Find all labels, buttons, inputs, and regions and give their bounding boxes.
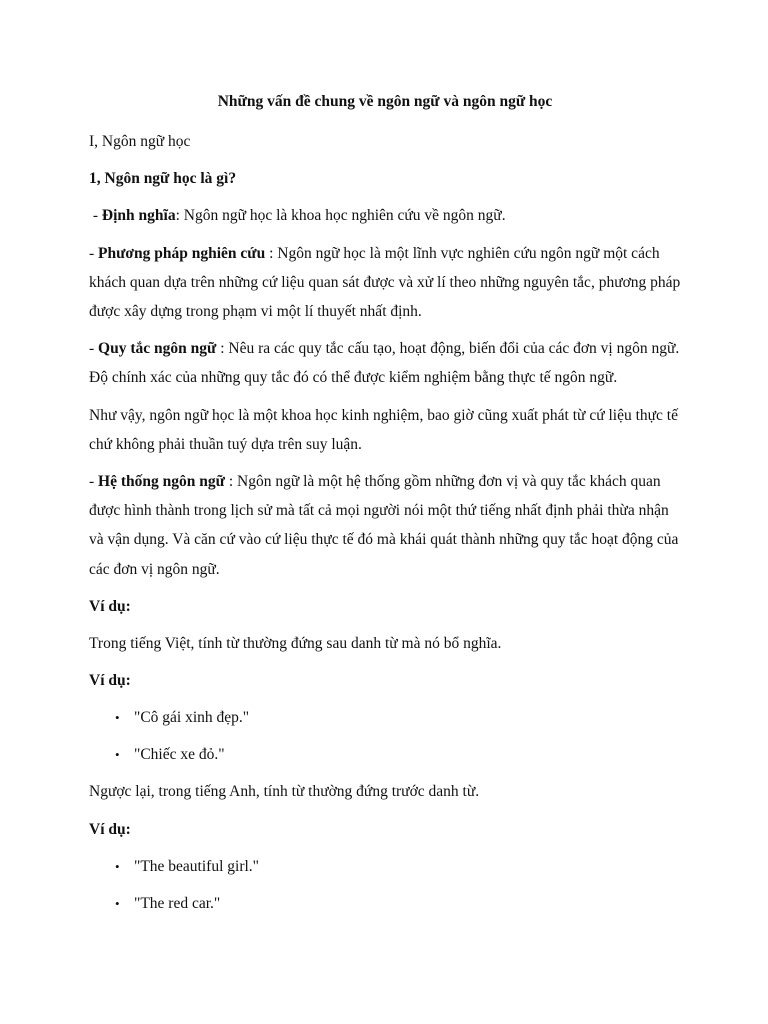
example-label xyxy=(89,666,681,695)
definition-prefix: - xyxy=(89,207,102,225)
bullet-icon: • xyxy=(115,858,120,874)
list-item-text: "Cô gái xinh đẹp." xyxy=(134,709,250,727)
definition-paragraph xyxy=(89,201,681,230)
method-text: : Ngôn ngữ học là một lĩnh vực nghiên cứu ngôn ngữ một cách khách quan dựa trên những cứ liệu quan sát được và xử lí theo những nguyên tắc, phương pháp được xây dựng trong phạm vi một lí thuyết nhất định. xyxy=(89,244,681,321)
subheading-text: 1, Ngôn ngữ học là gì? xyxy=(89,170,237,188)
list-item-text: "The red car." xyxy=(134,894,221,912)
method-paragraph xyxy=(89,239,681,327)
system-term: Hệ thống ngôn ngữ xyxy=(98,473,225,491)
list-item xyxy=(115,889,681,918)
rules-text: : Nêu ra các quy tắc cấu tạo, hoạt động, biến đổi của các đơn vị ngôn ngữ. Độ chính xác của những quy tắc đó có thể được kiểm nghiệm bằng thực tế ngôn ngữ. xyxy=(89,340,680,387)
list-item-text: "The beautiful girl." xyxy=(134,857,259,875)
rules-term: Quy tắc ngôn ngữ xyxy=(98,340,217,358)
bullet-icon: • xyxy=(115,895,120,911)
english-rule: Ngược lại, trong tiếng Anh, tính từ thường đứng trước danh từ. xyxy=(89,783,480,801)
document-title: Những vấn đề chung về ngôn ngữ và ngôn ngữ học xyxy=(217,93,553,110)
summary-paragraph: Như vậy, ngôn ngữ học là một khoa học kinh nghiệm, bao giờ cũng xuất phát từ cứ liệu thực tế chứ không phải thuần tuý dựa trên suy luận. xyxy=(89,406,678,453)
definition-term: Định nghĩa xyxy=(101,207,176,225)
example-label-text: Ví dụ: xyxy=(89,820,131,838)
method-term: Phương pháp nghiên cứu xyxy=(98,244,266,262)
example-label xyxy=(89,592,681,621)
list-item xyxy=(115,703,681,732)
list-item-text: "Chiếc xe đỏ." xyxy=(134,746,225,764)
vietnamese-rule: Trong tiếng Việt, tính từ thường đứng sau danh từ mà nó bổ nghĩa. xyxy=(89,635,502,653)
english-example-list xyxy=(89,852,681,918)
example-label-text: Ví dụ: xyxy=(89,597,131,615)
system-prefix: - xyxy=(89,473,99,491)
method-prefix: - xyxy=(89,244,99,262)
bullet-icon: • xyxy=(115,710,120,726)
document-page xyxy=(89,88,681,926)
rules-paragraph xyxy=(89,334,681,392)
example-label xyxy=(89,815,681,844)
system-paragraph xyxy=(89,467,681,584)
list-item xyxy=(115,852,681,881)
bullet-icon: • xyxy=(115,747,120,763)
subheading xyxy=(89,164,681,193)
vietnamese-example-list xyxy=(89,703,681,769)
section-heading: I, Ngôn ngữ học xyxy=(89,133,191,150)
list-item xyxy=(115,740,681,769)
example-label-text: Ví dụ: xyxy=(89,672,131,690)
definition-text: : Ngôn ngữ học là khoa học nghiên cứu về ngôn ngữ. xyxy=(175,207,506,225)
rules-prefix: - xyxy=(89,340,99,358)
system-text: : Ngôn ngữ là một hệ thống gồm những đơn vị và quy tắc khách quan được hình thành trong lịch sử mà tất cả mọi người nói một thứ tiếng nhất định phải thừa nhận và vận dụng. Và căn cứ vào cứ liệu thực tế đó mà khái quát thành những quy tắc hoạt động của các đơn vị ngôn ngữ. xyxy=(89,473,679,578)
